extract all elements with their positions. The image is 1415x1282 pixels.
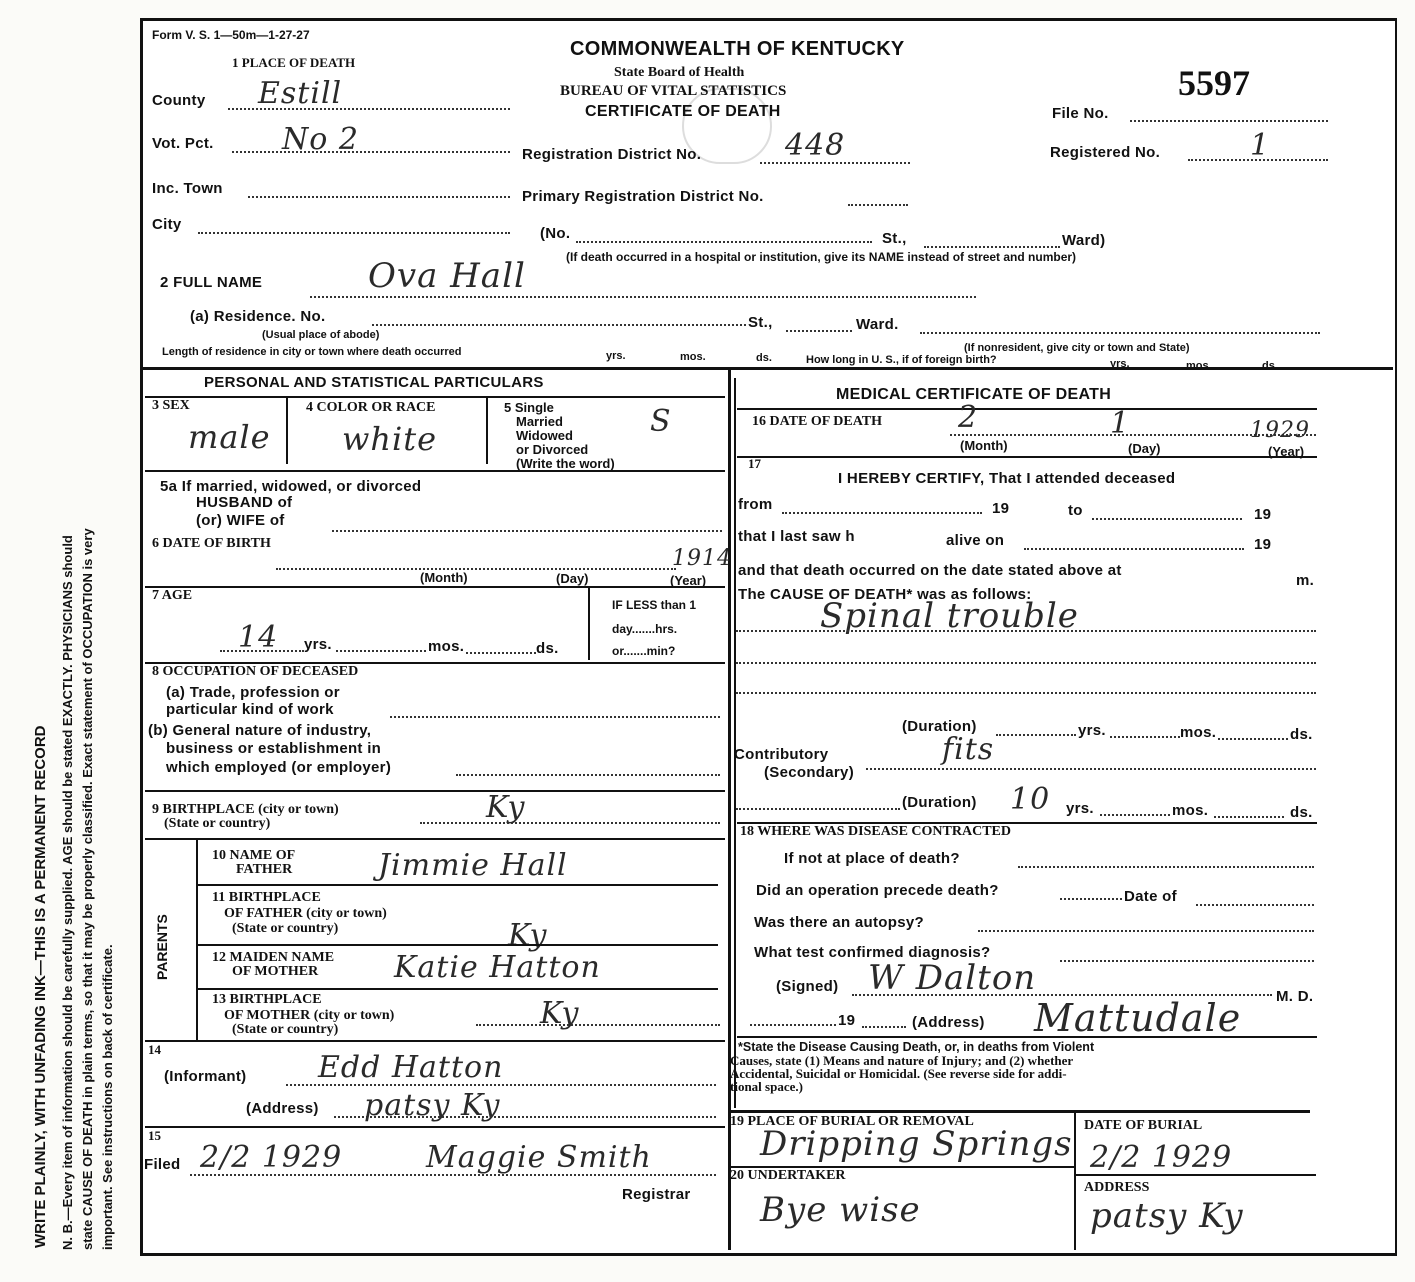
signed-year-label: 19	[838, 1012, 856, 1029]
last-saw-label: that I last saw h	[738, 528, 855, 545]
birthplace-state-label: (State or country)	[164, 816, 271, 831]
length-ds: ds.	[756, 352, 772, 364]
filed-number: 15	[148, 1128, 161, 1143]
occupation-a-1: (a) Trade, profession or	[166, 684, 340, 701]
informant-address-value: patsy Ky	[364, 1088, 501, 1123]
race-label: 4 COLOR OR RACE	[306, 400, 436, 415]
county-label: County	[152, 92, 206, 109]
age-value: 14	[238, 620, 279, 655]
dob-label: 6 DATE OF BIRTH	[152, 536, 271, 551]
physician-address-label: (Address)	[912, 1014, 985, 1031]
less-than-label-3: or.......min?	[612, 644, 676, 658]
state-title: COMMONWEALTH OF KENTUCKY	[570, 38, 905, 60]
note-line-3: Accidental, Suicidal or Homicidal. (See reverse side for addi-	[730, 1066, 1067, 1081]
hospital-note: (If death occurred in a hospital or institution, give its NAME instead of street and number)	[566, 250, 1077, 264]
form-number: Form V. S. 1—50m—1-27-27	[152, 28, 310, 42]
mother-birthplace-value: Ky	[540, 996, 580, 1031]
contributory-value: fits	[942, 732, 995, 767]
marital-label-2: Married	[516, 414, 563, 429]
margin-instruction-3: state CAUSE OF DEATH in plain terms, so that it may be properly classified. Exact statement of OCCUPATION is very	[80, 528, 95, 1250]
medical-heading: MEDICAL CERTIFICATE OF DEATH	[836, 386, 1112, 403]
mother-label-2: OF MOTHER	[232, 964, 319, 979]
mother-name-value: Katie Hatton	[394, 950, 601, 985]
attended-from-label: from	[738, 496, 773, 513]
disease-contracted-label: 18 WHERE WAS DISEASE CONTRACTED	[740, 824, 1011, 839]
ward-label: Ward)	[1062, 232, 1106, 249]
occupation-label: 8 OCCUPATION OF DECEASED	[152, 664, 359, 679]
margin-instruction-4: important. See instructions on back of certificate.	[100, 944, 115, 1250]
to-year-label: 19	[1254, 506, 1272, 523]
vot-pct-label: Vot. Pct.	[152, 135, 214, 152]
physician-address-value: Mattudale	[1034, 996, 1242, 1040]
dob-month-caption: (Month)	[420, 570, 468, 585]
occupation-b-3: which employed (or employer)	[166, 759, 392, 776]
age-mos-label: mos.	[428, 638, 465, 655]
less-than-label-2: day.......hrs.	[612, 622, 678, 636]
primary-district-label: Primary Registration District No.	[522, 188, 764, 205]
certify-statement: I HEREBY CERTIFY, That I attended deceased	[838, 470, 1176, 487]
registrar-label: Registrar	[622, 1186, 691, 1203]
time-m-label: m.	[1296, 572, 1315, 589]
mother-birthplace-label-3: (State or country)	[232, 1022, 339, 1037]
md-label: M. D.	[1276, 988, 1314, 1005]
informant-address-label: (Address)	[246, 1100, 319, 1117]
street-label: St.,	[882, 230, 907, 247]
birthplace-value: Ky	[486, 790, 526, 825]
margin-instruction-2: N. B.—Every item of information should be carefully supplied. AGE should be stated EXACTLY. PHYSICIANS should	[60, 535, 75, 1250]
full-name-value: Ova Hall	[368, 256, 526, 296]
certificate-number: 5597	[1178, 63, 1250, 103]
mother-label-1: 12 MAIDEN NAME	[212, 950, 335, 965]
contributory-label: Contributory	[734, 746, 829, 763]
burial-date-label: DATE OF BURIAL	[1084, 1118, 1203, 1133]
registered-no-label: Registered No.	[1050, 144, 1161, 161]
test-confirmed-label: What test confirmed diagnosis?	[754, 944, 991, 961]
cause-of-death-value: Spinal trouble	[820, 596, 1079, 636]
duration2-yrs: yrs.	[1066, 800, 1094, 817]
county-value: Estill	[258, 76, 343, 111]
duration2-value: 10	[1010, 782, 1051, 817]
informant-label: (Informant)	[164, 1068, 247, 1085]
occupation-b-2: business or establishment in	[166, 740, 382, 757]
undertaker-address-label: ADDRESS	[1084, 1180, 1150, 1195]
mother-birthplace-label-1: 13 BIRTHPLACE	[212, 992, 322, 1007]
personal-heading: PERSONAL AND STATISTICAL PARTICULARS	[204, 374, 544, 391]
length-mos: mos.	[680, 351, 706, 363]
father-birthplace-value: Ky	[508, 918, 548, 953]
informant-number: 14	[148, 1042, 161, 1057]
sex-label: 3 SEX	[152, 398, 190, 413]
undertaker-label: 20 UNDERTAKER	[730, 1168, 846, 1183]
margin-instruction-main: WRITE PLAINLY, WITH UNFADING INK—THIS IS A PERMANENT RECORD	[32, 725, 49, 1248]
length-yrs: yrs.	[606, 350, 626, 362]
dob-year-caption: (Year)	[670, 573, 707, 588]
father-label-2: FATHER	[236, 862, 293, 877]
foreign-yrs: yrs.	[1110, 358, 1130, 370]
age-ds-label: ds.	[536, 640, 559, 657]
duration-ds: ds.	[1290, 726, 1313, 743]
death-year-caption: (Year)	[1268, 444, 1305, 459]
death-month-value: 2	[958, 400, 979, 435]
city-label: City	[152, 216, 182, 233]
undertaker-address-value: patsy Ky	[1090, 1196, 1244, 1236]
inc-town-label: Inc. Town	[152, 180, 223, 197]
duration-mos: mos.	[1180, 724, 1217, 741]
from-year-label: 19	[992, 500, 1010, 517]
occupation-a-2: particular kind of work	[166, 701, 334, 718]
certify-number: 17	[748, 456, 761, 471]
dob-day-caption: (Day)	[556, 571, 589, 586]
father-name-value: Jimmie Hall	[378, 848, 568, 883]
not-at-place-label: If not at place of death?	[784, 850, 960, 867]
marital-label-4: or Divorced	[516, 442, 589, 457]
cause-of-death-label: The CAUSE OF DEATH* was as follows:	[738, 586, 1032, 603]
date-of-death-label: 16 DATE OF DEATH	[752, 414, 883, 429]
sex-value: male	[188, 418, 271, 456]
age-yrs-label: yrs.	[304, 636, 332, 653]
residence-ward-label: Ward.	[856, 316, 899, 333]
undertaker-value: Bye wise	[760, 1190, 921, 1230]
death-year-value: 1929	[1250, 418, 1310, 443]
alive-year-label: 19	[1254, 536, 1272, 553]
foreign-ds: ds.	[1262, 360, 1278, 372]
burial-date-value: 2/2 1929	[1090, 1140, 1233, 1175]
signed-physician-value: W Dalton	[868, 958, 1037, 998]
dob-year-value: 1914	[672, 546, 732, 571]
full-name-label: 2 FULL NAME	[160, 274, 263, 291]
duration-label: (Duration)	[902, 718, 977, 735]
marital-label-1: 5 Single	[504, 400, 554, 415]
nonresident-note: (If nonresident, give city or town and State)	[964, 342, 1190, 354]
marital-value: S	[650, 404, 672, 439]
less-than-label-1: IF LESS than 1	[612, 598, 697, 612]
note-line-4: tional space.)	[730, 1079, 803, 1094]
foreign-mos: mos.	[1186, 360, 1212, 372]
mother-birthplace-label-2: OF MOTHER (city or town)	[224, 1008, 395, 1023]
spouse-label-3: (or) WIFE of	[196, 512, 285, 529]
death-month-caption: (Month)	[960, 438, 1008, 453]
operation-label: Did an operation precede death?	[756, 882, 999, 899]
death-day-caption: (Day)	[1128, 441, 1161, 456]
signed-label: (Signed)	[776, 978, 839, 995]
residence-street-label: St.,	[748, 314, 773, 331]
death-occurred-label: and that death occurred on the date stated above at	[738, 562, 1122, 579]
father-birthplace-label-1: 11 BIRTHPLACE	[212, 890, 321, 905]
parents-label: PARENTS	[154, 914, 170, 980]
father-label-1: 10 NAME OF	[212, 848, 296, 863]
spouse-label-2: HUSBAND of	[196, 494, 293, 511]
place-of-death-heading: 1 PLACE OF DEATH	[232, 55, 356, 70]
attended-to-label: to	[1068, 502, 1083, 519]
certificate-title: CERTIFICATE OF DEATH	[585, 103, 781, 120]
burial-place-label: 19 PLACE OF BURIAL OR REMOVAL	[730, 1114, 974, 1129]
burial-place-value: Dripping Springs	[760, 1124, 1073, 1164]
vot-pct-value: No 2	[282, 122, 359, 157]
note-line-1: *State the Disease Causing Death, or, in deaths from Violent	[738, 1040, 1095, 1054]
alive-on-label: alive on	[946, 532, 1005, 549]
foreign-birth-label: How long in U. S., if of foreign birth?	[806, 354, 997, 366]
duration2-mos: mos.	[1172, 802, 1209, 819]
marital-label-5: (Write the word)	[516, 456, 615, 471]
father-birthplace-label-2: OF FATHER (city or town)	[224, 906, 387, 921]
birthplace-label: 9 BIRTHPLACE (city or town)	[152, 802, 339, 817]
registered-no-value: 1	[1250, 128, 1271, 163]
bureau-name: BUREAU OF VITAL STATISTICS	[560, 83, 787, 99]
usual-abode-note: (Usual place of abode)	[262, 329, 380, 341]
duration2-ds: ds.	[1290, 804, 1313, 821]
file-no-label: File No.	[1052, 105, 1109, 122]
race-value: white	[342, 420, 438, 458]
duration2-label: (Duration)	[902, 794, 977, 811]
death-day-value: 1	[1110, 406, 1131, 441]
filed-label: Filed	[144, 1156, 181, 1173]
street-no-label: (No.	[540, 225, 571, 242]
registration-district-label: Registration District No.	[522, 146, 702, 163]
date-of-label: Date of	[1124, 888, 1177, 905]
occupation-b-1: (b) General nature of industry,	[148, 722, 372, 739]
filed-date-value: 2/2 1929	[200, 1140, 343, 1175]
residence-label: (a) Residence. No.	[190, 308, 326, 325]
father-birthplace-label-3: (State or country)	[232, 921, 339, 936]
secondary-label: (Secondary)	[764, 764, 854, 781]
registration-district-value: 448	[785, 128, 846, 163]
note-line-2: Causes, state (1) Means and nature of Injury; and (2) whether	[730, 1053, 1074, 1068]
duration-yrs: yrs.	[1078, 722, 1106, 739]
registrar-value: Maggie Smith	[426, 1140, 652, 1175]
informant-value: Edd Hatton	[318, 1050, 504, 1085]
length-of-residence-label: Length of residence in city or town where death occurred	[162, 346, 462, 358]
age-label: 7 AGE	[152, 588, 193, 603]
spouse-label-1: 5a If married, widowed, or divorced	[160, 478, 422, 495]
marital-label-3: Widowed	[516, 428, 573, 443]
autopsy-label: Was there an autopsy?	[754, 914, 924, 931]
board-name: State Board of Health	[614, 65, 745, 80]
